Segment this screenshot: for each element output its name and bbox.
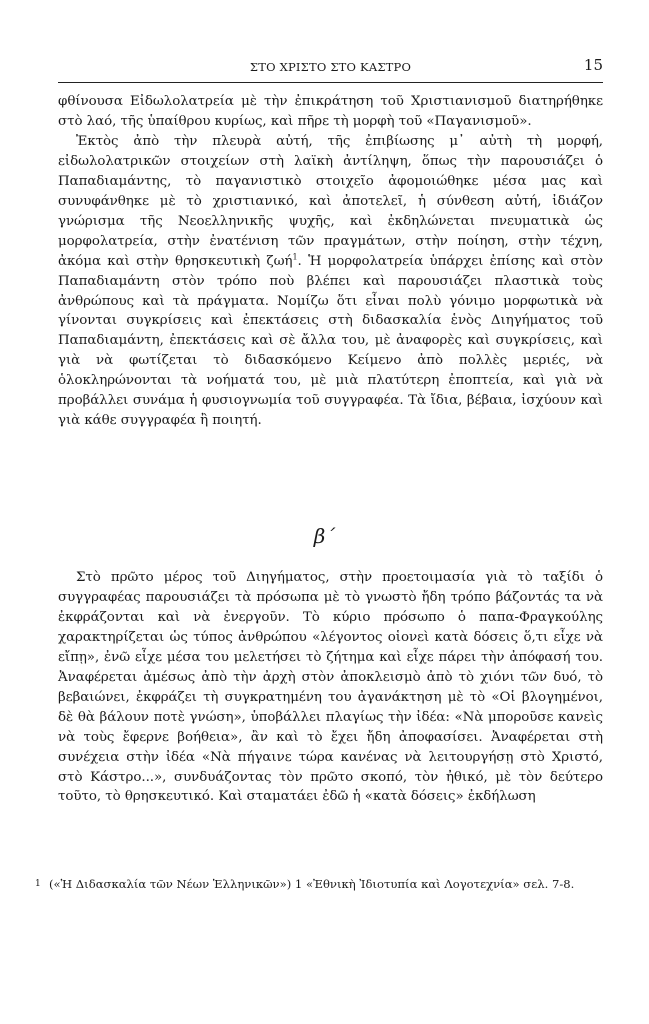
running-title: ΣΤΟ ΧΡΙΣΤΟ ΣΤΟ ΚΑΣΤΡΟ [249,60,412,74]
footnote-number: 1 [35,879,41,889]
section-2-text [58,568,603,807]
page-header [58,56,603,83]
paragraph-text: . Ἡ μορφολατρεία ὑπάρχει ἐπίσης καὶ στὸν Παπαδιαμάντη στὸν τρόπο ποὺ βλέπει καὶ παρουσιάζει πλαστικὰ τοὺς ἀνθρώπους καὶ τὰ πράγματα. Νομίζω ὅτι εἶναι πολὺ γόνιμο μορφωτικὰ νὰ γίνονται συγκρίσεις καὶ ἐπεκτάσεις στὴ διδασκαλία ἑνὸς Διηγήματος τοῦ Παπαδιαμάντη, ἐπεκτάσεις καὶ σὲ ἄλλα του, μὲ ἀναφορὲς καὶ συγκρίσεις, καὶ γιὰ νὰ φωτίζεται τὸ διδασκόμενο Κείμενο ἀπὸ πολλὲς μεριές, νὰ ὁλοκληρώνονται τὰ νοήματά του, μὲ μιὰ πλατύτερη ἐποπτεία, καὶ γιὰ νὰ προβάλλει συνάμα ἡ φυσιογνωμία τοῦ συγγραφέα. Τὰ ἴδια, βέβαια, ἰσχύουν καὶ γιὰ κάθε συγγραφέα ἢ ποιητή. [58,253,603,429]
page-number: 15 [583,56,603,74]
footnote-ref: 1 [292,252,298,262]
paragraph [58,132,603,431]
section-heading: β´ [313,524,336,548]
section-1-text [58,92,603,431]
paragraph: Στὸ πρῶτο μέρος τοῦ Διηγήματος, στὴν προετοιμασία γιὰ τὸ ταξίδι ὁ συγγραφέας παρουσιάζει τὰ πρόσωπα μὲ τὸ γνωστὸ ἤδη τρόπο βάζοντάς τα νὰ ἐκφράζονται καὶ νὰ ἐνεργοῦν. Τὸ κύριο πρόσωπο ὁ παπα-Φραγκούλης χαρακτηρίζεται ὡς τύπος ἀνθρώπου «λέγοντος οἱονεὶ κατὰ δόσεις ὅ,τι εἶχε νὰ εἴπῃ», ἐνῶ εἶχε μέσα του μελετήσει τὸ ζήτημα καὶ εἶχε πάρει τὴν ἀπόφασή του. Ἀναφέρεται ἀμέσως ἀπὸ τὴν ἀρχὴ στὸν ἀποκλεισμὸ ἀπὸ τὸ χιόνι τῶν δυό, τὸ βεβαιώνει, ἐκφράζει τὴ συγκρατημένη του ἀγανάκτηση μὲ τὸ «Οἱ βλογημένοι, δὲ θὰ βάλουν ποτὲ γνώση», ὑποβάλλει πλαγίως τὴν ἰδέα: «Νὰ μποροῦσε κανεὶς νὰ τοὺς ἔφερνε βοήθεια», ἂν καὶ τὸ ἔχει ἤδη ἀποφασίσει. Ἀναφέρεται στὴ συνέχεια στὴν ἰδέα «Νὰ πήγαινε τώρα κανένας νὰ λειτουργήσῃ στὸ Χριστό, στὸ Κάστρο...», συνδυάζοντας τὸν πρῶτο σκοπό, τὸν ἠθικό, μὲ τὸν δεύτερο τοῦτο, τὸ θρησκευτικό. Καὶ σταματάει ἐδῶ ἡ «κατὰ δόσεις» ἐκδήλωση [58,570,603,805]
paragraph: φθίνουσα Εἰδωλολατρεία μὲ τὴν ἐπικράτηση τοῦ Χριστιανισμοῦ διατηρήθηκε στὸ λαό, τῆς ὑπαίθρου κυρίως, καὶ πῆρε τὴ μορφὴ τοῦ «Παγανισμοῦ». [58,94,603,129]
paragraph-text: Ἐκτὸς ἀπὸ τὴν πλευρὰ αὐτή, τῆς ἐπιβίωσης μ᾽ αὐτὴ τὴ μορφή, εἰδωλολατρικῶν στοιχείων στὴ λαϊκὴ ἀντίληψη, ὅπως τὴν παρουσιάζει ὁ Παπαδιαμάντης, τὸ παγανιστικὸ στοιχεῖο ἀφομοιώθηκε μέσα μας καὶ συνυφάνθηκε μὲ τὸ χριστιανικό, καὶ ἀποτελεῖ, ἡ σύνθεση αὐτή, ἰδιάζον γνώρισμα τῆς Νεοελληνικῆς ψυχῆς, καὶ ἐκδηλώνεται πνευματικὰ ὡς μορφολατρεία, στὴν ἐνατένιση τῶν πραγμάτων, στὴν ποίηση, στὴν τέχνη, ἀκόμα καὶ στὴν θρησκευτικὴ ζωή [58,133,603,269]
footnote-text: («Ἡ Διδασκαλία τῶν Νέων Ἑλληνικῶν») 1 «Ἐθνικὴ Ἰδιοτυπία καὶ Λογοτεχνία» σελ. 7-8. [49,877,575,891]
footnote [35,876,603,893]
